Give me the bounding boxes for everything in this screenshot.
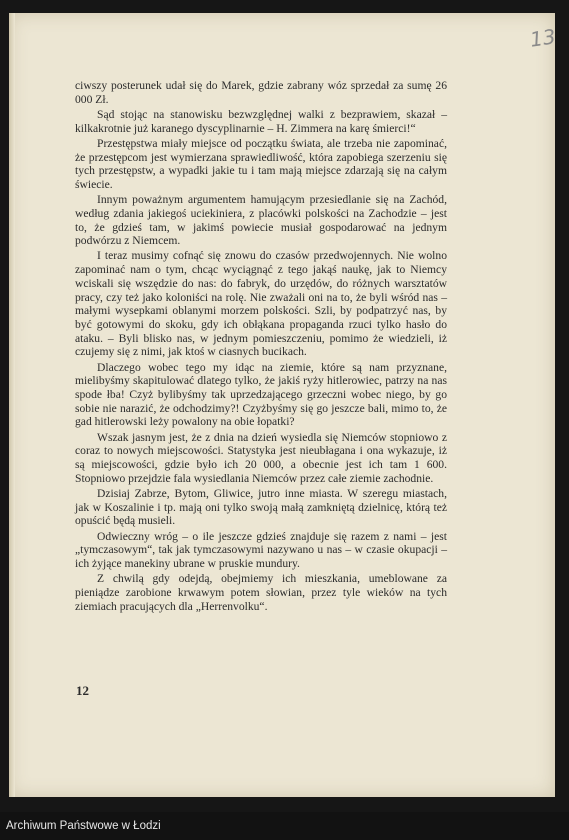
paragraph: Wszak jasnym jest, że z dnia na dzień wysiedla się Niemców stopniowo z coraz to nowych miejscowości. Statystyka jest nieubłagana i ona wykazuje, iż są miejscowości, gdzie było ich 20 000, a obecnie jest ich tam 1 600. Stopniowo przejdzie fala wysiedlania Niemców przez całe ziemie zachodnie. — [75, 430, 447, 485]
paragraph: Dlaczego wobec tego my idąc na ziemie, które są nam przyznane, mielibyśmy skapitulować dlatego tylko, że jakiś ryży hitlerowiec, patrzy na nas spode łba! Czyż bylibyśmy tak uprzedzającego grzeczni wobec niego, by go sobie nie narazić, że odchodzimy?! Czyżbyśmy się go jeszcze bali, mimo to, że gad hitlerowski leży powalony na obie łopatki? — [75, 360, 447, 429]
page-binding-edge — [9, 13, 15, 797]
folio-mark: 13 — [528, 24, 557, 52]
paragraph: ciwszy posterunek udał się do Marek, gdzie zabrany wóz sprzedał za sumę 26 000 Zł. — [75, 79, 447, 106]
paragraph: Dzisiaj Zabrze, Bytom, Gliwice, jutro inne miasta. W szeregu miastach, jak w Koszalinie i tp. mają oni tylko swoją małą zamkniętą dzielnicę, którą też opuścić będą musieli. — [75, 486, 447, 528]
archive-footer — [0, 812, 569, 840]
paragraph: I teraz musimy cofnąć się znowu do czasów przedwojennych. Nie wolno zapominać nam o tym, chcąc wyciągnąć z tego jakąś naukę, jak to Niemcy wciskali się wszędzie do nas: do fabryk, do urzędów, do różnych warsztatów pracy, czy też jako koloniści na rolę. Nie zważali oni na to, że byli wśród nas – małymi wysepkami oblanymi morzem polskości. Szli, by podpatrzyć nas, by być gotowymi do skoku, gdy ich obłąkana propaganda rzuci tylko hasło do ataku. – Byli blisko nas, w jednym pomieszczeniu, pomimo że wiedzieli, iż czujemy się z nimi, jak ktoś w ciasnych bucikach. — [75, 249, 447, 359]
page-number: 12 — [76, 683, 89, 698]
paragraph: Innym poważnym argumentem hamującym przesiedlanie się na Zachód, według zdania jakiegoś uciekiniera, z placówki polskości na Zachodzie – jest to, że gdzieś tam, w jakimś powiecie musiał gospodarować na jednym podwórzu z Niemcem. — [75, 193, 447, 248]
archive-label: Archiwum Państwowe w Łodzi — [6, 820, 161, 832]
paragraph: Odwieczny wróg – o ile jeszcze gdzieś znajduje się razem z nami – jest „tymczasowym“, tak jak tymczasowymi nazywano u nas – w czasie okupacji – ich żyjące manekiny ubrane w pruskie mundury. — [75, 529, 447, 570]
paragraph: Sąd stojąc na stanowisku bezwzględnej walki z bezprawiem, skazał – kilkakrotnie już karanego dyscyplinarnie – H. Zimmera na karę śmierci!“ — [75, 107, 447, 135]
paragraph: Przestępstwa miały miejsce od początku świata, ale trzeba nie zapominać, że przestępcom jest wymierzana sprawiedliwość, która zapobiega szerzeniu się tych przestępstw, a wypadki jakie tu i tam mają miejsce zdarzają się na całym świecie. — [75, 136, 447, 191]
document-text — [75, 79, 447, 615]
paragraph: Z chwilą gdy odejdą, obejmiemy ich mieszkania, umeblowane za pieniądze zarobione krwawym potem słowian, przez tyle wieków na tych ziemiach pracujących dla „Herrenvolku“. — [75, 572, 447, 613]
